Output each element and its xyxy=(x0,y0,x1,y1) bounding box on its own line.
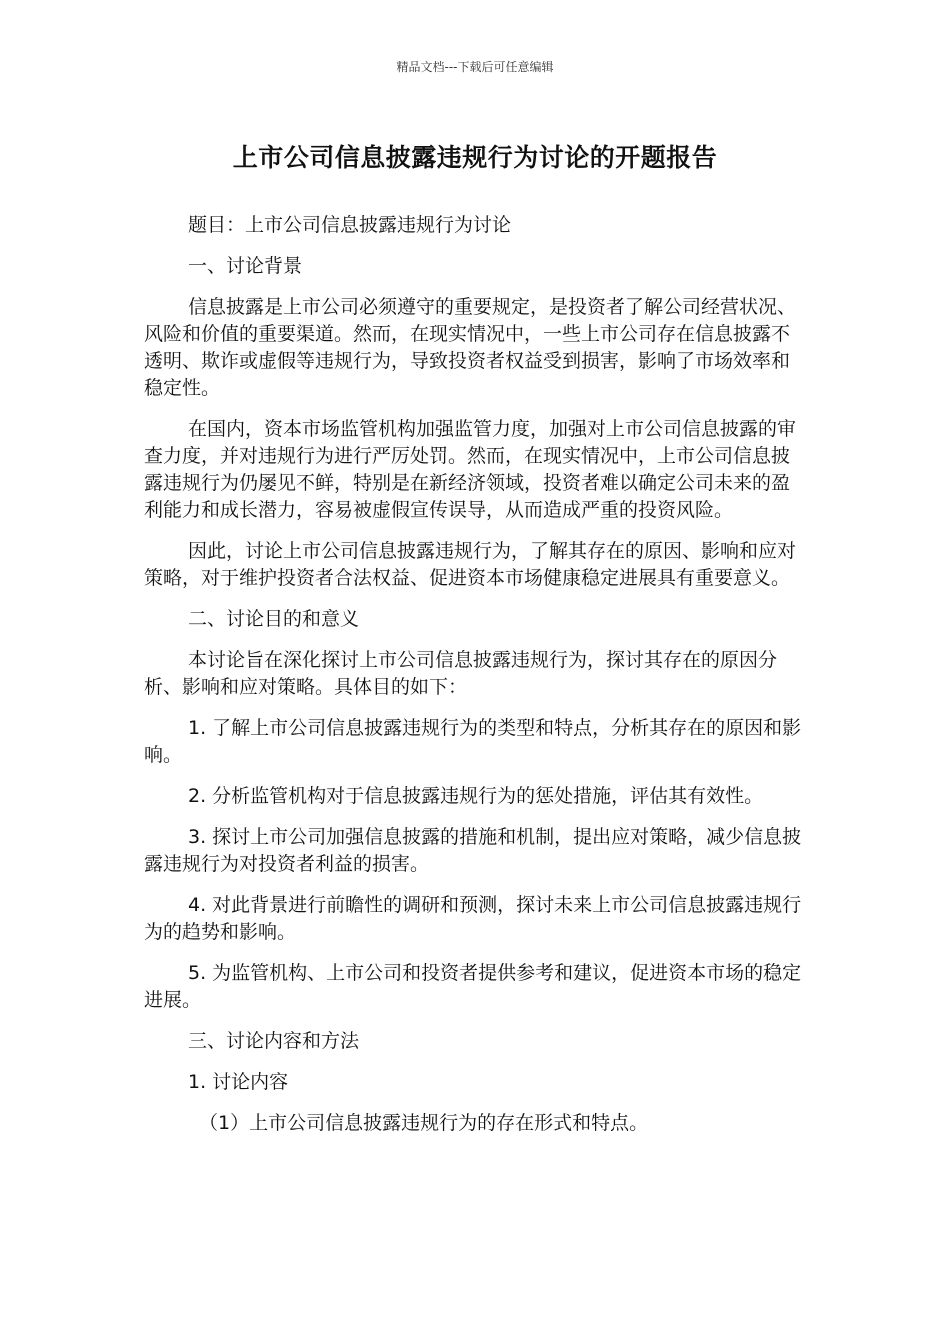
topic-line: 题目：上市公司信息披露违规行为讨论 xyxy=(188,214,512,236)
section-heading-background: 一、讨论背景 xyxy=(188,255,303,277)
document-title: 上市公司信息披露违规行为讨论的开题报告 xyxy=(232,143,718,172)
purpose-item-3: 3. 探讨上市公司加强信息披露的措施和机制，提出应对策略，减少信息披露违规行为对投资者利益的损害。 xyxy=(144,826,802,875)
section-heading-content-method: 三、讨论内容和方法 xyxy=(188,1030,360,1052)
purpose-intro-paragraph: 本讨论旨在深化探讨上市公司信息披露违规行为，探讨其存在的原因分析、影响和应对策略。具体目的如下： xyxy=(144,649,778,698)
purpose-item-4: 4. 对此背景进行前瞻性的调研和预测，探讨未来上市公司信息披露违规行为的趋势和影响。 xyxy=(144,894,802,943)
purpose-item-1: 1. 了解上市公司信息披露违规行为的类型和特点，分析其存在的原因和影响。 xyxy=(144,717,802,766)
background-paragraph-3: 因此，讨论上市公司信息披露违规行为，了解其存在的原因、影响和应对策略，对于维护投资者合法权益、促进资本市场健康稳定进展具有重要意义。 xyxy=(144,540,797,589)
purpose-item-5: 5. 为监管机构、上市公司和投资者提供参考和建议，促进资本市场的稳定进展。 xyxy=(144,962,802,1011)
background-paragraph-2: 在国内，资本市场监管机构加强监管力度，加强对上市公司信息披露的审查力度，并对违规行为进行严厉处罚。然而，在现实情况中，上市公司信息披露违规行为仍屡见不鲜，特别是在新经济领域，投资者难以确定公司未来的盈利能力和成长潜力，容易被虚假宣传误导，从而造成严重的投资风险。 xyxy=(144,418,797,521)
page-header: 精品文档---下载后可任意编辑 xyxy=(396,60,554,74)
content-item-1: （1）上市公司信息披露违规行为的存在形式和特点。 xyxy=(199,1112,649,1134)
section-heading-purpose: 二、讨论目的和意义 xyxy=(188,608,360,630)
background-paragraph-1: 信息披露是上市公司必须遵守的重要规定，是投资者了解公司经营状况、风险和价值的重要渠道。然而，在现实情况中，一些上市公司存在信息披露不透明、欺诈或虚假等违规行为，导致投资者权益受到损害，影响了市场效率和稳定性。 xyxy=(144,296,797,399)
subsection-heading-content: 1. 讨论内容 xyxy=(188,1071,289,1093)
purpose-item-2: 2. 分析监管机构对于信息披露违规行为的惩处措施，评估其有效性。 xyxy=(188,785,764,807)
document-body xyxy=(144,212,808,1151)
